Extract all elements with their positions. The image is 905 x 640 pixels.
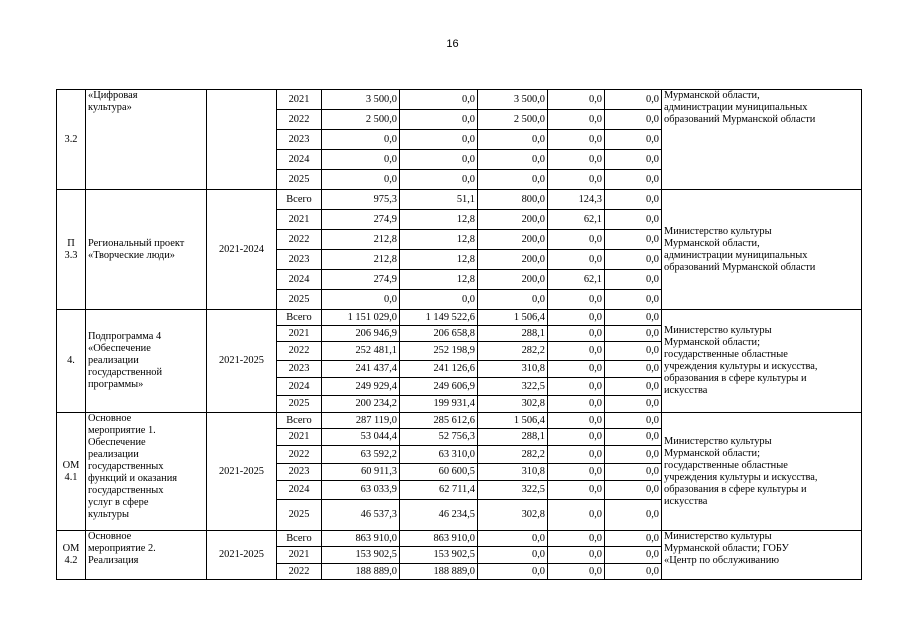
executor-line: образования в сфере культуры и xyxy=(664,483,807,495)
value-cell: 322,5 xyxy=(478,481,548,500)
measure-name xyxy=(86,531,207,580)
measure-name-line: Основное xyxy=(88,531,132,542)
value-cell: 0,0 xyxy=(605,210,662,230)
value-cell: 0,0 xyxy=(605,110,662,130)
value-cell: 46 537,3 xyxy=(322,500,400,531)
value-cell: 124,3 xyxy=(548,190,605,210)
row-code-line: 3.3 xyxy=(64,249,78,261)
value-cell: 62,1 xyxy=(548,210,605,230)
value-cell: 0,0 xyxy=(548,130,605,150)
value-cell: 1 151 029,0 xyxy=(322,310,400,326)
executor-line: искусства xyxy=(664,495,708,507)
value-cell: 0,0 xyxy=(605,150,662,170)
executor-line: учреждения культуры и искусства, xyxy=(664,471,818,483)
row-code xyxy=(57,310,86,413)
value-cell: 0,0 xyxy=(478,170,548,190)
value-cell: 302,8 xyxy=(478,500,548,531)
value-cell: 188 889,0 xyxy=(400,564,478,580)
value-cell: 3 500,0 xyxy=(478,90,548,110)
year-cell: 2022 xyxy=(277,342,322,361)
value-cell: 200,0 xyxy=(478,250,548,270)
value-cell: 12,8 xyxy=(400,270,478,290)
value-cell: 0,0 xyxy=(605,464,662,481)
executor-line: образования в сфере культуры и xyxy=(664,373,807,384)
value-cell: 863 910,0 xyxy=(400,531,478,547)
measure-name-line: программы» xyxy=(88,379,144,390)
measure-name-line: Региональный проект xyxy=(88,237,185,249)
period: 2021-2024 xyxy=(207,190,277,310)
period: 2021-2025 xyxy=(207,310,277,413)
page-number: 16 xyxy=(446,38,459,50)
value-cell: 0,0 xyxy=(322,150,400,170)
measure-name-line: мероприятие 1. xyxy=(88,425,156,436)
value-cell: 0,0 xyxy=(478,564,548,580)
value-cell: 285 612,6 xyxy=(400,413,478,429)
value-cell: 0,0 xyxy=(322,290,400,310)
value-cell: 0,0 xyxy=(548,230,605,250)
row-code-line: ОМ xyxy=(62,543,80,554)
value-cell: 0,0 xyxy=(478,290,548,310)
value-cell: 863 910,0 xyxy=(322,531,400,547)
value-cell: 0,0 xyxy=(605,564,662,580)
value-cell: 287 119,0 xyxy=(322,413,400,429)
value-cell: 0,0 xyxy=(605,326,662,342)
measure-name-line: Основное xyxy=(88,413,132,424)
value-cell: 0,0 xyxy=(605,396,662,413)
value-cell: 153 902,5 xyxy=(322,547,400,564)
value-cell: 0,0 xyxy=(605,429,662,446)
year-cell: 2025 xyxy=(277,500,322,531)
value-cell: 0,0 xyxy=(605,270,662,290)
value-cell: 206 658,8 xyxy=(400,326,478,342)
value-cell: 63 310,0 xyxy=(400,446,478,464)
value-cell: 0,0 xyxy=(548,326,605,342)
measure-name xyxy=(86,413,207,531)
value-cell: 310,8 xyxy=(478,361,548,378)
year-cell: 2023 xyxy=(277,361,322,378)
executor xyxy=(662,531,862,580)
value-cell: 46 234,5 xyxy=(400,500,478,531)
executor-line: образований Мурманской области xyxy=(664,261,816,273)
value-cell: 60 600,5 xyxy=(400,464,478,481)
value-cell: 0,0 xyxy=(548,500,605,531)
value-cell: 188 889,0 xyxy=(322,564,400,580)
measure-name-line: функций и оказания xyxy=(88,473,178,484)
value-cell: 1 506,4 xyxy=(478,310,548,326)
value-cell: 288,1 xyxy=(478,326,548,342)
value-cell: 252 198,9 xyxy=(400,342,478,361)
value-cell: 63 592,2 xyxy=(322,446,400,464)
measure-name-line: услуг в сфере xyxy=(88,497,149,508)
measure-name-line: «Творческие люди» xyxy=(88,249,175,261)
executor xyxy=(662,190,862,310)
row-code-line: 4.1 xyxy=(64,471,78,483)
executor-line: искусства xyxy=(664,385,708,396)
value-cell: 0,0 xyxy=(478,547,548,564)
measure-name-line: «Цифровая xyxy=(88,90,138,101)
value-cell: 0,0 xyxy=(548,170,605,190)
executor-line: Министерство культуры xyxy=(664,325,772,336)
value-cell: 0,0 xyxy=(605,446,662,464)
value-cell: 0,0 xyxy=(605,500,662,531)
year-cell: 2021 xyxy=(277,547,322,564)
value-cell: 0,0 xyxy=(400,130,478,150)
period: 2021-2025 xyxy=(207,531,277,580)
table-row xyxy=(57,413,862,429)
value-cell: 206 946,9 xyxy=(322,326,400,342)
year-cell: 2021 xyxy=(277,90,322,110)
year-cell: 2022 xyxy=(277,230,322,250)
year-cell: 2024 xyxy=(277,481,322,500)
year-cell: 2023 xyxy=(277,464,322,481)
value-cell: 212,8 xyxy=(322,250,400,270)
value-cell: 0,0 xyxy=(400,150,478,170)
year-cell: 2024 xyxy=(277,270,322,290)
measure-name-line: Реализация xyxy=(88,555,139,566)
measure-name-line: государственной xyxy=(88,367,163,378)
value-cell: 0,0 xyxy=(548,481,605,500)
period: 2021-2025 xyxy=(207,413,277,531)
value-cell: 302,8 xyxy=(478,396,548,413)
measure-name xyxy=(86,90,207,190)
year-cell: 2023 xyxy=(277,130,322,150)
value-cell: 0,0 xyxy=(548,361,605,378)
value-cell: 975,3 xyxy=(322,190,400,210)
value-cell: 288,1 xyxy=(478,429,548,446)
year-cell: 2021 xyxy=(277,210,322,230)
row-code-line: ОМ xyxy=(62,459,80,471)
executor-line: Мурманской области; xyxy=(664,337,760,348)
year-cell: 2021 xyxy=(277,429,322,446)
measure-name xyxy=(86,310,207,413)
measure-name-line: Подпрограмма 4 xyxy=(88,331,162,342)
year-cell: 2024 xyxy=(277,378,322,396)
value-cell: 0,0 xyxy=(548,413,605,429)
value-cell: 0,0 xyxy=(548,547,605,564)
year-cell: 2021 xyxy=(277,326,322,342)
measure-name-line: культура» xyxy=(88,102,132,113)
row-code xyxy=(57,190,86,310)
year-cell: 2022 xyxy=(277,446,322,464)
value-cell: 0,0 xyxy=(605,361,662,378)
value-cell: 12,8 xyxy=(400,250,478,270)
period xyxy=(207,90,277,190)
value-cell: 0,0 xyxy=(322,170,400,190)
value-cell: 212,8 xyxy=(322,230,400,250)
executor xyxy=(662,310,862,413)
value-cell: 200 234,2 xyxy=(322,396,400,413)
value-cell: 12,8 xyxy=(400,210,478,230)
value-cell: 274,9 xyxy=(322,270,400,290)
value-cell: 0,0 xyxy=(548,429,605,446)
value-cell: 0,0 xyxy=(605,481,662,500)
value-cell: 0,0 xyxy=(605,190,662,210)
value-cell: 0,0 xyxy=(605,413,662,429)
executor-line: образований Мурманской области xyxy=(664,114,816,125)
executor-line: Мурманской области; ГОБУ xyxy=(664,543,789,554)
executor-line: Министерство культуры xyxy=(664,531,772,542)
row-code-line: 4. xyxy=(67,355,75,366)
value-cell: 0,0 xyxy=(605,90,662,110)
value-cell: 241 126,6 xyxy=(400,361,478,378)
budget-table xyxy=(56,89,862,580)
value-cell: 0,0 xyxy=(548,90,605,110)
value-cell: 0,0 xyxy=(478,531,548,547)
executor-line: «Центр по обслуживанию xyxy=(664,555,780,566)
value-cell: 0,0 xyxy=(548,446,605,464)
value-cell: 200,0 xyxy=(478,230,548,250)
value-cell: 282,2 xyxy=(478,446,548,464)
measure-name-line: государственных xyxy=(88,485,164,496)
measure-name-line: культуры xyxy=(88,509,129,520)
value-cell: 3 500,0 xyxy=(322,90,400,110)
table-row xyxy=(57,90,862,110)
value-cell: 0,0 xyxy=(478,150,548,170)
value-cell: 0,0 xyxy=(605,130,662,150)
value-cell: 1 149 522,6 xyxy=(400,310,478,326)
executor-line: Мурманской области, xyxy=(664,237,760,249)
measure-name-line: «Обеспечение xyxy=(88,343,151,354)
table-row xyxy=(57,310,862,326)
measure-name-line: государственных xyxy=(88,461,164,472)
value-cell: 51,1 xyxy=(400,190,478,210)
value-cell: 62,1 xyxy=(548,270,605,290)
row-code xyxy=(57,531,86,580)
value-cell: 2 500,0 xyxy=(478,110,548,130)
value-cell: 0,0 xyxy=(478,130,548,150)
value-cell: 0,0 xyxy=(400,170,478,190)
value-cell: 0,0 xyxy=(605,342,662,361)
value-cell: 0,0 xyxy=(605,310,662,326)
executor-line: учреждения культуры и искусства, xyxy=(664,361,818,372)
value-cell: 0,0 xyxy=(548,378,605,396)
row-code xyxy=(57,90,86,190)
value-cell: 12,8 xyxy=(400,230,478,250)
value-cell: 0,0 xyxy=(400,290,478,310)
value-cell: 0,0 xyxy=(548,290,605,310)
executor-line: администрации муниципальных xyxy=(664,102,808,113)
value-cell: 0,0 xyxy=(548,396,605,413)
row-code-line: 4.2 xyxy=(64,555,78,566)
value-cell: 282,2 xyxy=(478,342,548,361)
value-cell: 52 756,3 xyxy=(400,429,478,446)
value-cell: 60 911,3 xyxy=(322,464,400,481)
value-cell: 274,9 xyxy=(322,210,400,230)
value-cell: 0,0 xyxy=(548,531,605,547)
executor-line: администрации муниципальных xyxy=(664,249,808,261)
year-cell: 2024 xyxy=(277,150,322,170)
table-row xyxy=(57,190,862,210)
executor-line: Министерство культуры xyxy=(664,435,772,447)
value-cell: 800,0 xyxy=(478,190,548,210)
value-cell: 0,0 xyxy=(605,230,662,250)
value-cell: 0,0 xyxy=(400,90,478,110)
measure-name-line: реализации xyxy=(88,449,139,460)
value-cell: 53 044,4 xyxy=(322,429,400,446)
value-cell: 1 506,4 xyxy=(478,413,548,429)
value-cell: 0,0 xyxy=(400,110,478,130)
value-cell: 200,0 xyxy=(478,210,548,230)
value-cell: 62 711,4 xyxy=(400,481,478,500)
measure-name-line: реализации xyxy=(88,355,139,366)
value-cell: 199 931,4 xyxy=(400,396,478,413)
value-cell: 0,0 xyxy=(605,290,662,310)
executor xyxy=(662,413,862,531)
value-cell: 249 929,4 xyxy=(322,378,400,396)
value-cell: 0,0 xyxy=(605,378,662,396)
value-cell: 0,0 xyxy=(605,531,662,547)
year-cell: Всего xyxy=(277,531,322,547)
value-cell: 252 481,1 xyxy=(322,342,400,361)
table-row xyxy=(57,531,862,547)
value-cell: 2 500,0 xyxy=(322,110,400,130)
value-cell: 153 902,5 xyxy=(400,547,478,564)
value-cell: 0,0 xyxy=(605,170,662,190)
value-cell: 63 033,9 xyxy=(322,481,400,500)
row-code xyxy=(57,413,86,531)
measure-name-line: Обеспечение xyxy=(88,437,146,448)
value-cell: 0,0 xyxy=(548,564,605,580)
value-cell: 0,0 xyxy=(548,342,605,361)
value-cell: 200,0 xyxy=(478,270,548,290)
year-cell: 2025 xyxy=(277,396,322,413)
year-cell: 2022 xyxy=(277,110,322,130)
row-code-line: П xyxy=(67,237,75,249)
row-code-line: 3.2 xyxy=(64,133,78,145)
value-cell: 0,0 xyxy=(322,130,400,150)
year-cell: 2023 xyxy=(277,250,322,270)
executor-line: Мурманской области; xyxy=(664,447,760,459)
measure-name xyxy=(86,190,207,310)
year-cell: 2022 xyxy=(277,564,322,580)
value-cell: 0,0 xyxy=(548,110,605,130)
measure-name-line: мероприятие 2. xyxy=(88,543,156,554)
executor-line: Министерство культуры xyxy=(664,225,772,237)
value-cell: 322,5 xyxy=(478,378,548,396)
value-cell: 0,0 xyxy=(548,150,605,170)
executor xyxy=(662,90,862,190)
year-cell: Всего xyxy=(277,190,322,210)
executor-line: Мурманской области, xyxy=(664,90,760,101)
value-cell: 249 606,9 xyxy=(400,378,478,396)
value-cell: 0,0 xyxy=(548,250,605,270)
executor-line: государственные областные xyxy=(664,459,788,471)
value-cell: 0,0 xyxy=(605,250,662,270)
year-cell: 2025 xyxy=(277,290,322,310)
value-cell: 0,0 xyxy=(548,464,605,481)
year-cell: 2025 xyxy=(277,170,322,190)
value-cell: 310,8 xyxy=(478,464,548,481)
executor-line: государственные областные xyxy=(664,349,788,360)
value-cell: 0,0 xyxy=(605,547,662,564)
year-cell: Всего xyxy=(277,310,322,326)
year-cell: Всего xyxy=(277,413,322,429)
value-cell: 241 437,4 xyxy=(322,361,400,378)
value-cell: 0,0 xyxy=(548,310,605,326)
